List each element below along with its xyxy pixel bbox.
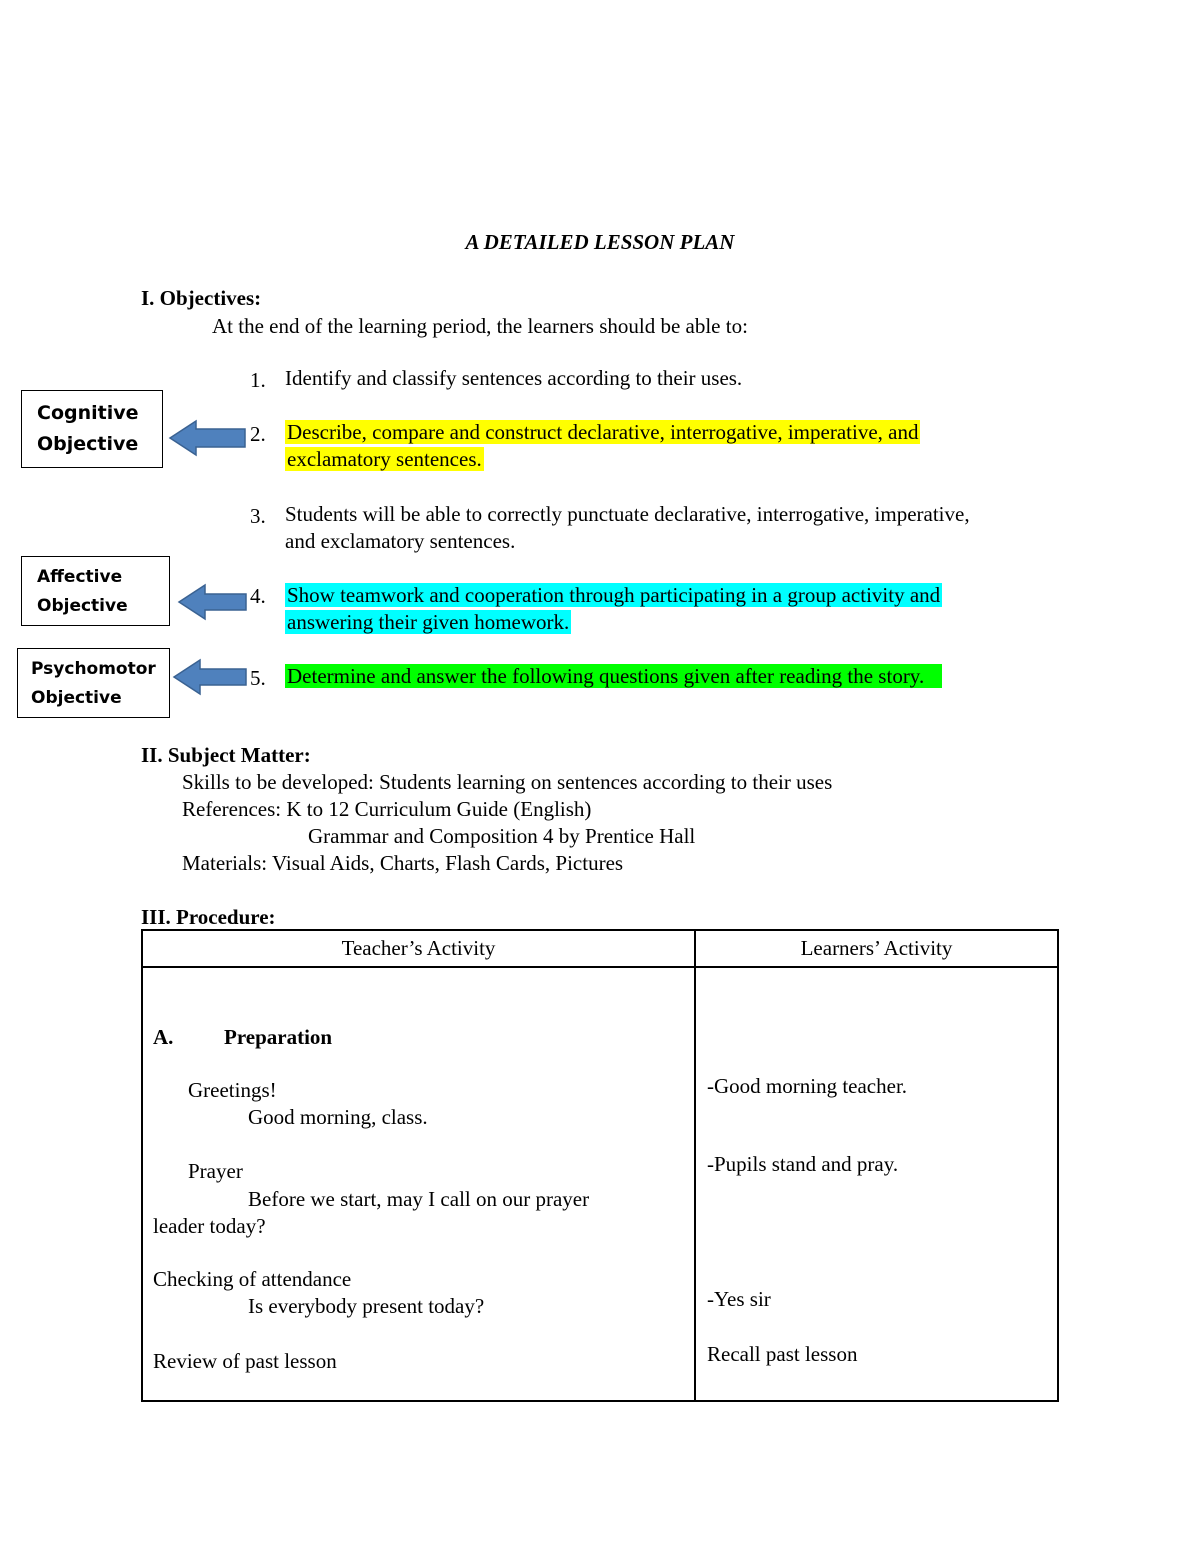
affective-objective-label: [21, 556, 170, 626]
learners-activity-cell: [695, 967, 1058, 1401]
greetings-label: Greetings!: [188, 1078, 277, 1102]
review-reply: Recall past lesson: [707, 1342, 858, 1366]
objective-item-3: [285, 501, 970, 555]
objective-2-line-1: Describe, compare and construct declarative, interrogative, imperative, and: [287, 420, 919, 444]
left-arrow-icon: [177, 583, 248, 621]
procedure-heading: III. Procedure:: [141, 905, 276, 929]
objective-4-line-2: answering their given homework.: [287, 610, 570, 634]
objective-item-5: [285, 663, 942, 690]
objective-number-1: 1.: [250, 368, 266, 392]
learners-activity-header: Learners’ Activity: [695, 930, 1058, 967]
affective-label-line-1: Affective: [37, 567, 123, 587]
left-arrow-icon: [168, 419, 248, 457]
prayer-label: Prayer: [188, 1159, 243, 1183]
prayer-line-1: Before we start, may I call on our prayer: [248, 1187, 590, 1211]
subject-references: References: K to 12 Curriculum Guide (English): [182, 797, 592, 821]
objective-1-line-1: Identify and classify sentences according to their uses.: [285, 366, 743, 390]
teacher-activity-cell: [142, 967, 695, 1401]
objective-4-line-1: Show teamwork and cooperation through participating in a group activity and: [287, 583, 941, 607]
cognitive-label-line-1: Cognitive: [37, 402, 139, 424]
objective-number-5: 5.: [250, 666, 266, 690]
attendance-reply: -Yes sir: [707, 1287, 771, 1311]
objective-5-line-1: Determine and answer the following questions given after reading the story.: [285, 664, 942, 688]
affective-label-line-2: Objective: [37, 596, 128, 616]
prayer-reply: -Pupils stand and pray.: [707, 1152, 899, 1176]
section-letter: A.: [153, 1025, 174, 1049]
greetings-line: Good morning, class.: [248, 1105, 428, 1129]
objective-number-3: 3.: [250, 504, 266, 528]
psychomotor-label-line-1: Psychomotor: [31, 659, 156, 679]
objective-number-2: 2.: [250, 422, 266, 446]
objective-item-2: [285, 419, 920, 473]
subject-materials: Materials: Visual Aids, Charts, Flash Cards, Pictures: [182, 851, 624, 875]
psychomotor-label-line-2: Objective: [31, 688, 122, 708]
review-label: Review of past lesson: [153, 1349, 337, 1373]
document-title: A DETAILED LESSON PLAN: [465, 230, 735, 254]
cognitive-objective-label: [21, 390, 163, 468]
teacher-activity-header: Teacher’s Activity: [142, 930, 695, 967]
objective-3-line-1: Students will be able to correctly punctuate declarative, interrogative, imperative,: [285, 502, 970, 526]
objectives-intro: At the end of the learning period, the learners should be able to:: [212, 314, 748, 338]
objective-3-line-2: and exclamatory sentences.: [285, 529, 516, 553]
objective-number-4: 4.: [250, 584, 266, 608]
objective-item-4: [285, 582, 942, 636]
procedure-table: [141, 929, 1059, 1402]
psychomotor-objective-label: [17, 648, 170, 718]
cognitive-label-line-2: Objective: [37, 433, 139, 455]
attendance-label: Checking of attendance: [153, 1267, 352, 1291]
prayer-line-2: leader today?: [153, 1214, 266, 1238]
subject-skills: Skills to be developed: Students learning on sentences according to their uses: [182, 770, 833, 794]
objective-2-line-2: exclamatory sentences.: [287, 447, 482, 471]
subject-references-2: Grammar and Composition 4 by Prentice Hall: [308, 824, 696, 848]
subject-matter-heading: II. Subject Matter:: [141, 743, 311, 767]
attendance-line: Is everybody present today?: [248, 1294, 485, 1318]
section-title: Preparation: [224, 1025, 333, 1049]
objective-item-1: [285, 365, 742, 392]
objectives-heading: I. Objectives:: [141, 286, 262, 310]
left-arrow-icon: [172, 658, 248, 696]
greeting-reply: -Good morning teacher.: [707, 1074, 908, 1098]
